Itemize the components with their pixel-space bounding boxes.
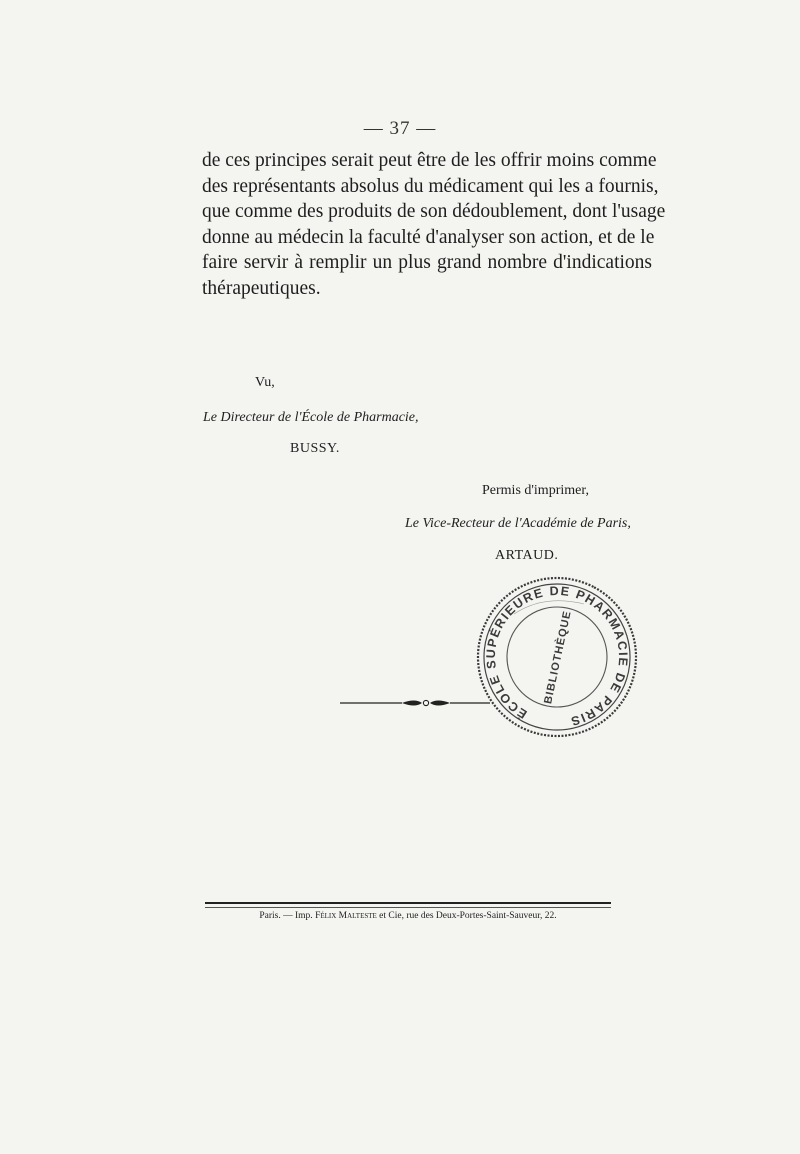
ornament-divider	[340, 695, 490, 711]
body-line: que comme des produits de son dédoublement, dont l'usage	[202, 201, 666, 222]
rector-name: ARTAUD.	[495, 548, 559, 563]
footer-suffix: et Cie, rue des Deux-Portes-Saint-Sauveur, 22.	[376, 911, 557, 921]
body-paragraph	[202, 148, 666, 301]
footer-prefix: Paris. — Imp.	[259, 911, 316, 921]
printer-footer	[205, 911, 611, 921]
footer-rule-thin	[205, 907, 611, 908]
director-name: BUSSY.	[290, 441, 340, 456]
vu-label: Vu,	[255, 375, 275, 390]
footer-rule-thick	[205, 902, 611, 904]
body-line: thérapeutiques.	[202, 277, 321, 299]
stamp-inner-text: BIBLIOTHÈQUE	[542, 609, 574, 705]
page-number: — 37 —	[363, 118, 437, 139]
body-line: des représentants absolus du médicament qui les a fournis,	[202, 175, 659, 197]
body-line: donne au médecin la faculté d'analyser son action, et de le	[202, 226, 655, 248]
permis-label: Permis d'imprimer,	[482, 483, 589, 498]
director-title: Le Directeur de l'École de Pharmacie,	[203, 410, 419, 425]
library-stamp	[474, 574, 640, 740]
body-line: faire servir à remplir un plus grand nombre d'indications	[202, 252, 652, 273]
body-line: de ces principes serait peut être de les offrir moins comme	[202, 150, 657, 171]
stamp-outer-text: ÉCOLE SUPÉRIEURE DE PHARMACIE DE PARIS	[483, 583, 631, 729]
footer-printer: Félix Malteste	[315, 911, 377, 921]
rector-title: Le Vice-Recteur de l'Académie de Paris,	[405, 516, 631, 531]
